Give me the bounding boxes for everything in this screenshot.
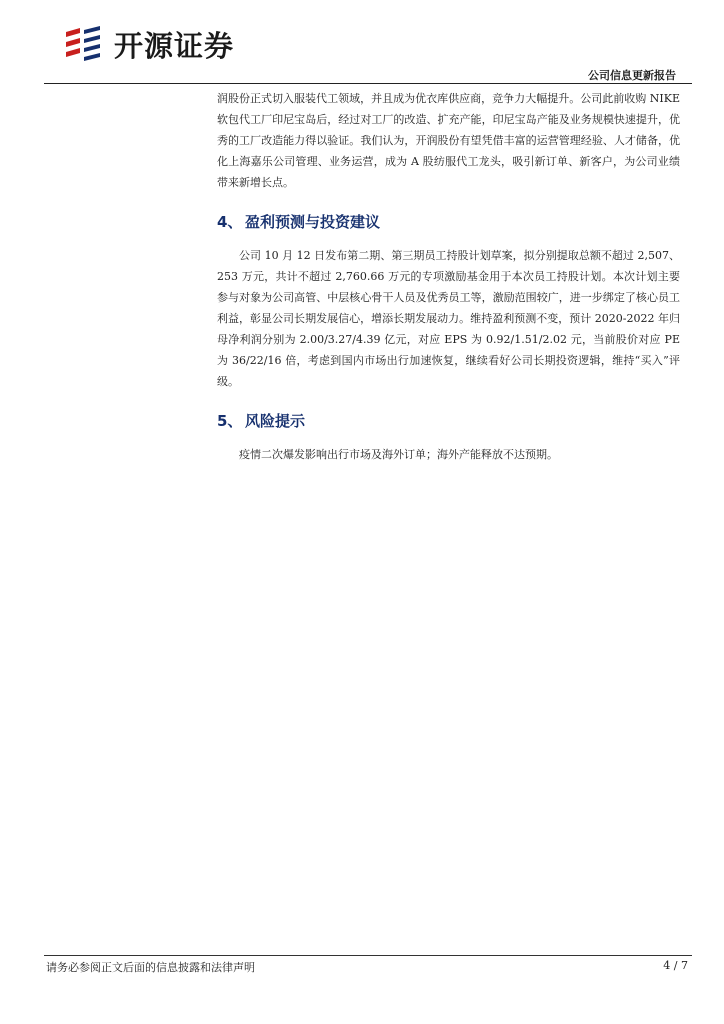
section-number: 4、 <box>217 212 243 231</box>
section-title: 风险提示 <box>245 411 306 430</box>
section-number: 5、 <box>217 411 243 430</box>
header-divider <box>44 83 692 84</box>
page-number: 4 / 7 <box>663 959 688 972</box>
brand-logo <box>60 24 234 64</box>
forecast-paragraph: 公司 10 月 12 日发布第二期、第三期员工持股计划草案，拟分别提取总额不超过 2,507、253 万元，共计不超过 2,760.66 万元的专项激励基金用于本次员工持股计划。本次计划主要参与对象为公司高管、中层核心骨干人员及优秀员工等，激励范围较广，进一步绑定了核心员工利益，彰显公司长期发展信心，增添长期发展动力。维持盈利预测不变，预计 2020-2022 年归母净利润分别为 2.00/3.27/4.39 亿元，对应 EPS 为 0.92/1.51/2.02 元，当前股价对应 PE 为 36/22/16 倍，考虑到国内市场出行加速恢复，继续看好公司长期投资逻辑，维持“买入”评级。 <box>217 249 680 388</box>
footer-divider <box>44 955 692 956</box>
section-heading-risk <box>217 406 680 434</box>
footer-disclaimer: 请务必参阅正文后面的信息披露和法律声明 <box>46 961 255 974</box>
report-body <box>217 88 680 465</box>
risk-paragraph: 疫情二次爆发影响出行市场及海外订单；海外产能释放不达预期。 <box>239 448 558 461</box>
report-type-label: 公司信息更新报告 <box>588 69 676 82</box>
brand-name: 开源证券 <box>114 28 235 63</box>
section-title: 盈利预测与投资建议 <box>245 212 381 231</box>
section-heading-forecast <box>217 207 680 235</box>
intro-paragraph: 润股份正式切入服装代工领域，并且成为优衣库供应商，竞争力大幅提升。公司此前收购 NIKE 软包代工厂印尼宝岛后，经过对工厂的改造、扩充产能，印尼宝岛产能及业务规模快速提升，优秀的工厂改造能力得以验证。我们认为，开润股份有望凭借丰富的运营管理经验、人才储备，优化上海嘉乐公司管理、业务运营，成为 A 股纺服代工龙头，吸引新订单、新客户，为公司业绩带来新增长点。 <box>217 92 680 189</box>
brand-mark-icon <box>60 24 106 64</box>
